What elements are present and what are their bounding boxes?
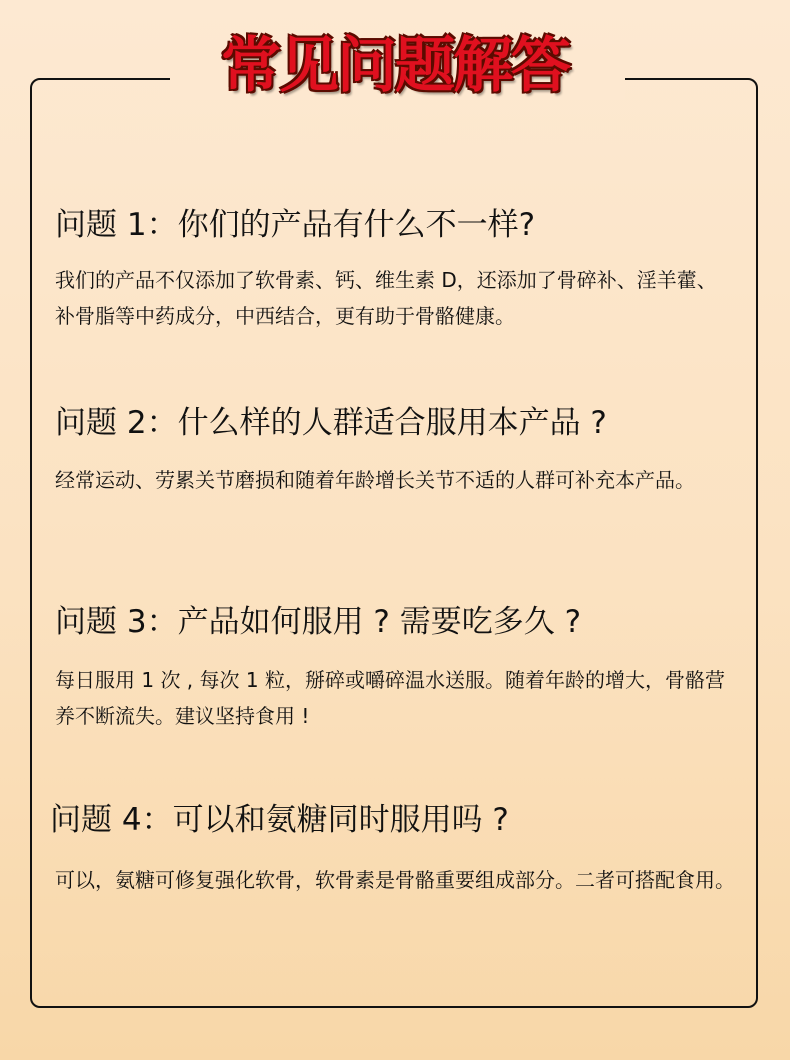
faq-question-3: 问题 3：产品如何服用 ? 需要吃多久 ? <box>55 604 582 640</box>
faq-answer-4: 可以，氨糖可修复强化软骨，软骨素是骨骼重要组成部分。二者可搭配食用。 <box>55 868 735 892</box>
faq-answer-3: 每日服用 1 次 , 每次 1 粒，掰碎或嚼碎温水送服。随着年龄的增大，骨骼营养不断流失。建议坚持食用 ! <box>55 668 725 728</box>
page-title: 常见问题解答 <box>221 31 569 101</box>
faq-question-1: 问题 1：你们的产品有什么不一样? <box>55 207 536 243</box>
faq-answer-1: 我们的产品不仅添加了软骨素、钙、维生素 D，还添加了骨碎补、淫羊藿、补骨脂等中药成分，中西结合，更有助于骨骼健康。 <box>55 268 717 328</box>
faq-question-2: 问题 2：什么样的人群适合服用本产品 ? <box>55 405 607 441</box>
faq-question-4: 问题 4：可以和氨糖同时服用吗 ? <box>50 802 509 838</box>
faq-answer-2: 经常运动、劳累关节磨损和随着年龄增长关节不适的人群可补充本产品。 <box>55 468 695 492</box>
